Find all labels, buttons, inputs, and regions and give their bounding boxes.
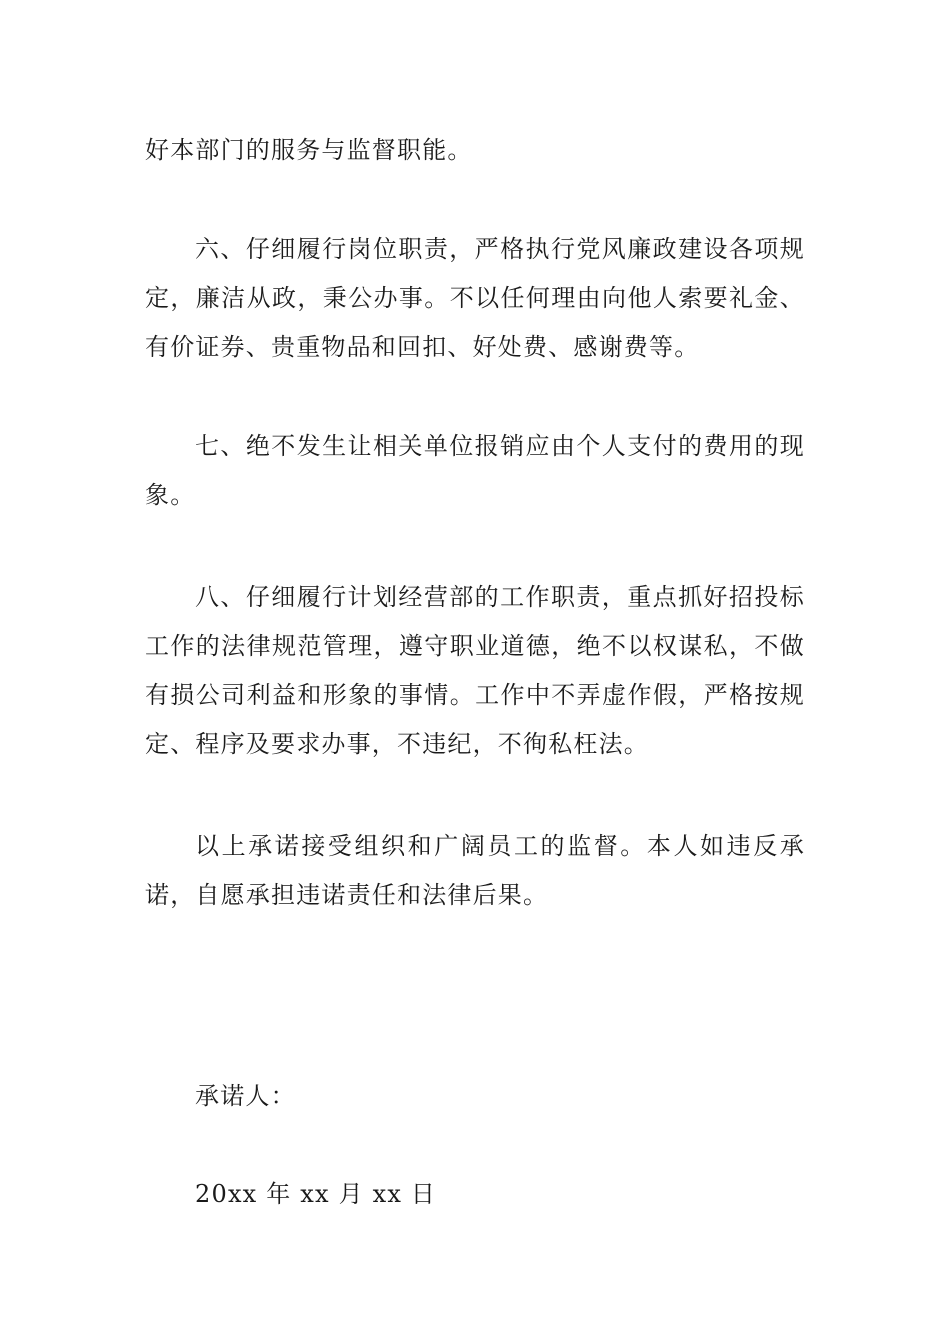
paragraph-continuation: 好本部门的服务与监督职能。 xyxy=(145,136,473,164)
paragraph-item-6: 六、仔细履行岗位职责，严格执行党风廉政建设各项规定，廉洁从政，秉公办事。不以任何理由向他人索要礼金、有价证券、贵重物品和回扣、好处费、感谢费等。 xyxy=(145,235,805,361)
signer-label: 承诺人： xyxy=(195,1082,296,1110)
paragraph-item-8: 八、仔细履行计划经营部的工作职责，重点抓好招投标工作的法律规范管理，遵守职业道德，绝不以权谋私，不做有损公司利益和形象的事情。工作中不弄虚作假，严格按规定、程序及要求办事，不违纪，不徇私枉法。 xyxy=(145,583,805,758)
paragraph-closing: 以上承诺接受组织和广阔员工的监督。本人如违反承诺，自愿承担违诺责任和法律后果。 xyxy=(145,832,805,909)
signature-date: 20xx 年 xx 月 xx 日 xyxy=(195,1180,437,1208)
paragraph-item-7: 七、绝不发生让相关单位报销应由个人支付的费用的现象。 xyxy=(145,432,805,509)
